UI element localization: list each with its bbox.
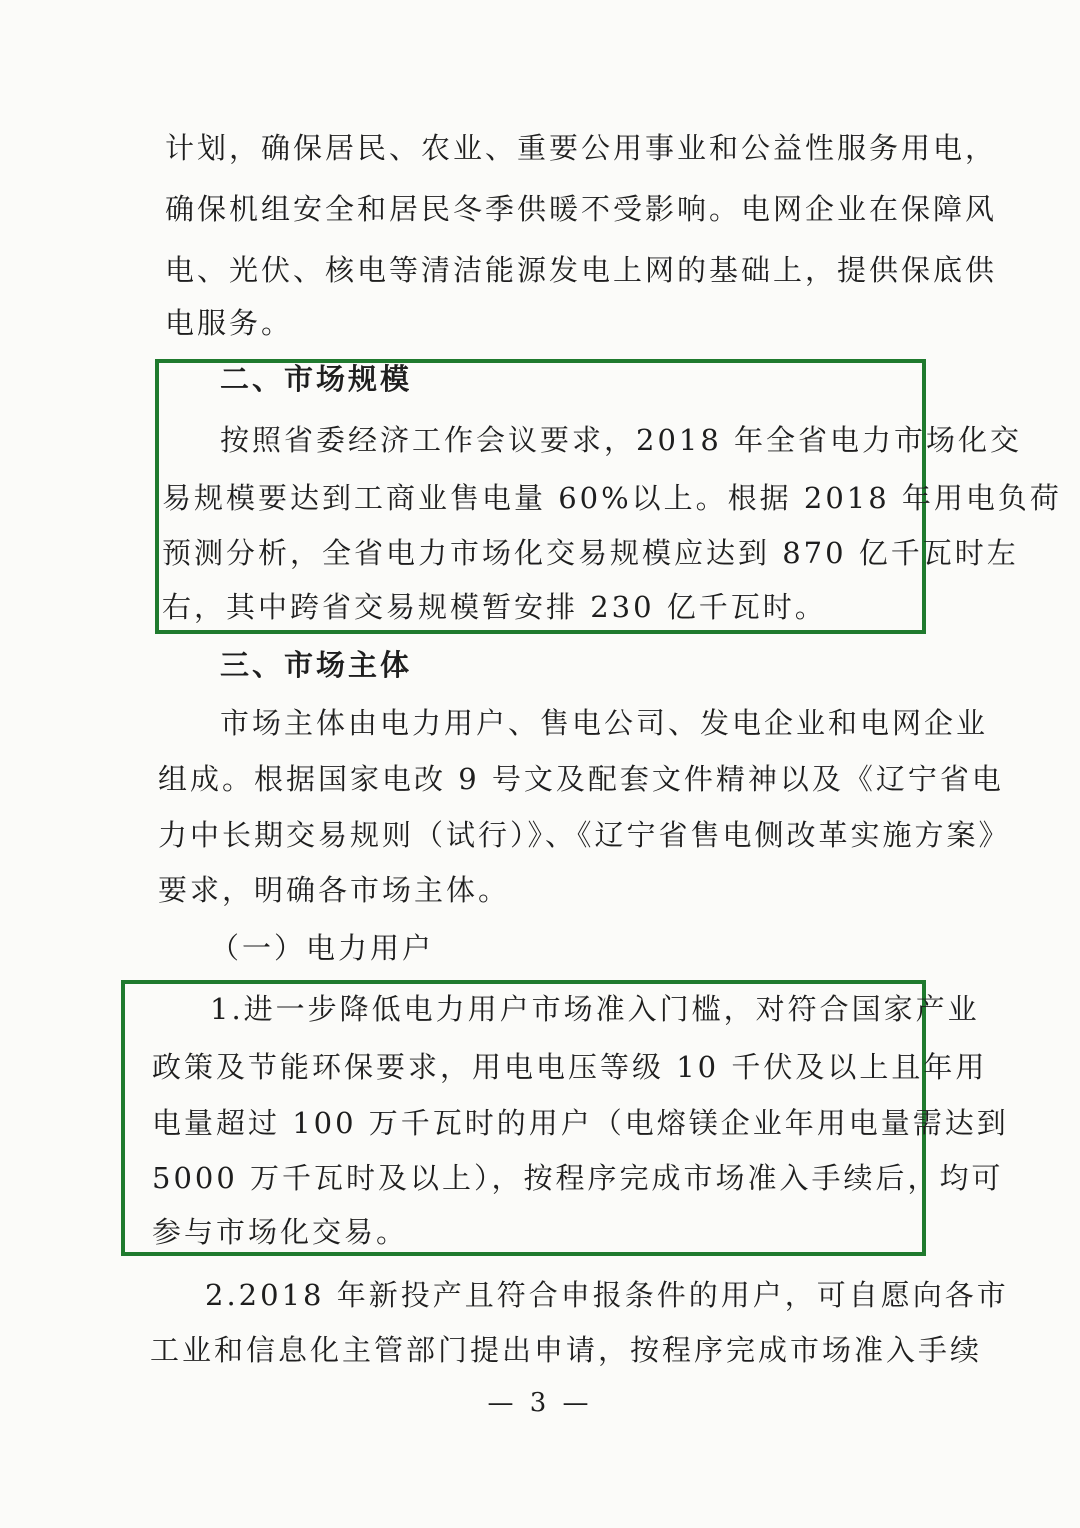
item-1-line: 1.进一步降低电力用户市场准入门槛，对符合国家产业: [210, 992, 980, 1026]
intro-line: 确保机组安全和居民冬季供暖不受影响。电网企业在保障风: [165, 192, 998, 226]
section-heading-market-scale: 二、市场规模: [220, 362, 413, 396]
item-1-line: 5000 万千瓦时及以上），按程序完成市场准入手续后，均可: [152, 1161, 1004, 1195]
section-3-line: 市场主体由电力用户、售电公司、发电企业和电网企业: [220, 706, 989, 740]
section-2-line: 预测分析，全省电力市场化交易规模应达到 870 亿千瓦时左: [162, 536, 1019, 570]
intro-line: 电服务。: [165, 306, 294, 340]
item-1-line: 参与市场化交易。: [152, 1215, 409, 1249]
item-1-line: 电量超过 100 万千瓦时的用户（电熔镁企业年用电量需达到: [152, 1106, 1009, 1140]
subsection-heading-power-users: （一）电力用户: [210, 931, 435, 965]
section-2-line: 易规模要达到工商业售电量 60%以上。根据 2018 年用电负荷: [162, 481, 1062, 515]
intro-line: 电、光伏、核电等清洁能源发电上网的基础上，提供保底供: [165, 253, 998, 287]
section-2-line: 按照省委经济工作会议要求，2018 年全省电力市场化交: [220, 423, 1023, 457]
item-2-line: 工业和信息化主管部门提出申请，按程序完成市场准入手续: [150, 1333, 983, 1367]
intro-line: 计划，确保居民、农业、重要公用事业和公益性服务用电，: [165, 131, 998, 165]
section-3-line: 组成。根据国家电改 9 号文及配套文件精神以及《辽宁省电: [158, 762, 1004, 796]
section-3-line: 力中长期交易规则（试行）》、《辽宁省售电侧改革实施方案》: [158, 818, 1011, 852]
item-2-line: 2.2018 年新投产且符合申报条件的用户，可自愿向各市: [205, 1278, 1009, 1312]
section-3-line: 要求，明确各市场主体。: [158, 873, 511, 907]
page-number: — 3 —: [487, 1388, 593, 1418]
item-1-line: 政策及节能环保要求，用电电压等级 10 千伏及以上且年用: [152, 1050, 988, 1084]
section-heading-market-entities: 三、市场主体: [220, 648, 413, 682]
section-2-line: 右，其中跨省交易规模暂安排 230 亿千瓦时。: [162, 590, 827, 624]
